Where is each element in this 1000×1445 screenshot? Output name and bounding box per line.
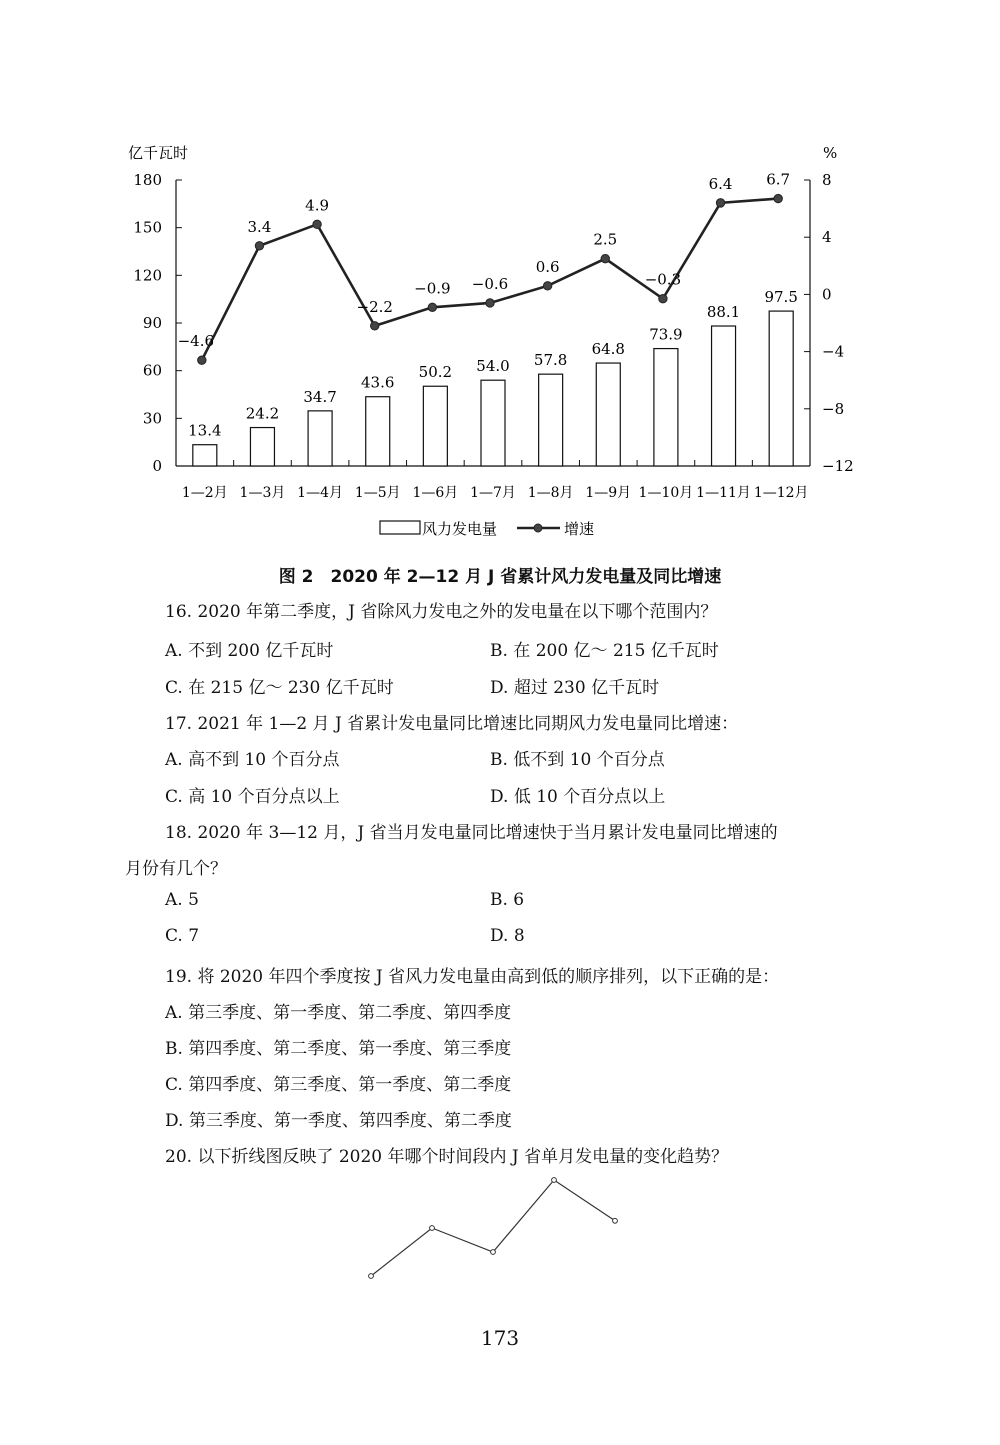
growth-value-label: 0.6 <box>535 257 560 276</box>
right-tick-label: 4 <box>822 228 832 247</box>
growth-value-label: −0.6 <box>471 274 509 293</box>
bar <box>423 386 447 466</box>
growth-point <box>543 282 551 290</box>
bar <box>596 363 620 466</box>
x-tick-label: 1—7月 <box>470 485 516 501</box>
growth-value-label: 4.9 <box>305 196 330 215</box>
left-tick-label: 60 <box>142 361 162 380</box>
growth-value-label: 6.4 <box>708 174 733 193</box>
legend-label-bar: 风力发电量 <box>422 520 498 538</box>
q17-option-d: D. 低 10 个百分点以上 <box>490 787 666 807</box>
bar <box>250 428 274 466</box>
growth-point <box>428 303 436 311</box>
growth-value-label: −4.6 <box>177 332 215 351</box>
growth-value-label: 2.5 <box>593 230 618 249</box>
q16-stem: 16. 2020 年第二季度，J 省除风力发电之外的发电量在以下哪个范围内？ <box>165 602 718 622</box>
x-tick-label: 1—12月 <box>753 485 809 501</box>
x-tick-label: 1—2月 <box>181 485 228 501</box>
q19-stem: 19. 将 2020 年四个季度按 J 省风力发电量由高到低的顺序排列，以下正确的是： <box>165 967 780 987</box>
q17-option-c: C. 高 10 个百分点以上 <box>165 787 340 807</box>
bar <box>481 380 505 466</box>
q20-stem: 20. 以下折线图反映了 2020 年哪个时间段内 J 省单月发电量的变化趋势？ <box>165 1147 729 1167</box>
bar <box>308 411 332 466</box>
q16-option-d: D. 超过 230 亿千瓦时 <box>490 678 660 698</box>
growth-value-label: 6.7 <box>766 170 791 189</box>
growth-point <box>659 294 667 302</box>
left-tick-label: 180 <box>133 171 162 189</box>
q17-stem: 17. 2021 年 1—2 月 J 省累计发电量同比增速比同期风力发电量同比增速： <box>165 714 739 734</box>
growth-point <box>198 356 206 364</box>
bar-value-label: 64.8 <box>591 340 625 359</box>
growth-point <box>255 242 263 250</box>
mini-point <box>430 1226 435 1231</box>
growth-value-label: −0.9 <box>414 279 451 298</box>
bar-value-label: 97.5 <box>764 288 798 307</box>
bar-value-label: 57.8 <box>533 351 568 370</box>
wind-power-chart <box>0 120 1000 560</box>
x-tick-label: 1—3月 <box>239 485 286 501</box>
legend-label-line: 增速 <box>564 520 595 538</box>
q17-option-a: A. 高不到 10 个百分点 <box>165 750 340 770</box>
chart-legend <box>380 520 594 538</box>
growth-value-label: −2.2 <box>356 297 393 316</box>
x-tick-label: 1—10月 <box>638 485 694 501</box>
legend-bar-swatch <box>380 521 420 534</box>
left-tick-label: 90 <box>142 314 162 332</box>
bar <box>539 374 563 466</box>
q20-mini-line-chart <box>350 1168 640 1283</box>
q19-option-a: A. 第三季度、第一季度、第二季度、第四季度 <box>165 1003 512 1023</box>
right-tick-label: −8 <box>822 399 845 418</box>
q17-option-b: B. 低不到 10 个百分点 <box>490 750 665 770</box>
bar <box>769 311 793 466</box>
right-tick-label: 8 <box>822 171 832 189</box>
x-tick-label: 1—8月 <box>527 485 574 501</box>
figure-caption: 图 2 2020 年 2—12 月 J 省累计风力发电量及同比增速 <box>278 567 722 587</box>
bar-value-label: 50.2 <box>418 363 453 382</box>
growth-value-label: 3.4 <box>247 217 272 236</box>
q16-option-a: A. 不到 200 亿千瓦时 <box>165 641 334 661</box>
page-number: 173 <box>480 1326 520 1350</box>
q18-option-b: B. 6 <box>490 890 525 910</box>
x-tick-label: 1—9月 <box>585 485 632 501</box>
q19-option-c: C. 第四季度、第三季度、第一季度、第二季度 <box>165 1075 512 1095</box>
mini-point <box>613 1218 618 1223</box>
bar-value-label: 24.2 <box>245 404 280 423</box>
bar-value-label: 43.6 <box>361 373 395 392</box>
q18-stem-line2: 月份有几个？ <box>125 859 227 879</box>
bar-value-label: 88.1 <box>706 303 741 322</box>
growth-point <box>486 299 494 307</box>
q18-option-d: D. 8 <box>490 926 525 946</box>
x-tick-label: 1—5月 <box>354 485 401 501</box>
x-tick-label: 1—11月 <box>696 485 751 501</box>
bar-value-label: 34.7 <box>303 387 337 406</box>
bar <box>654 349 678 466</box>
mini-line <box>371 1180 615 1276</box>
left-tick-label: 150 <box>133 218 162 237</box>
growth-point <box>716 199 724 207</box>
bar <box>366 397 390 466</box>
bar-value-label: 13.4 <box>188 421 222 440</box>
left-axis-unit: 亿千瓦时 <box>128 144 189 162</box>
mini-point <box>369 1274 374 1279</box>
right-tick-label: 0 <box>822 285 832 304</box>
q19-option-d: D. 第三季度、第一季度、第四季度、第二季度 <box>165 1111 512 1131</box>
mini-point <box>552 1178 557 1183</box>
q16-option-b: B. 在 200 亿～ 215 亿千瓦时 <box>490 641 719 661</box>
growth-point <box>774 194 782 202</box>
q18-option-c: C. 7 <box>165 926 200 946</box>
bar <box>193 445 217 466</box>
left-tick-label: 30 <box>142 409 162 428</box>
q18-option-a: A. 5 <box>165 890 199 910</box>
x-tick-label: 1—6月 <box>412 485 459 501</box>
growth-point <box>601 254 609 262</box>
growth-point <box>313 220 321 228</box>
x-tick-label: 1—4月 <box>297 485 344 501</box>
bar <box>712 326 736 466</box>
q16-option-c: C. 在 215 亿～ 230 亿千瓦时 <box>165 678 394 698</box>
bar-value-label: 73.9 <box>649 325 683 344</box>
left-tick-label: 120 <box>133 266 162 285</box>
right-tick-label: −4 <box>822 342 845 361</box>
growth-value-label: −0.3 <box>644 270 682 289</box>
mini-point <box>491 1250 496 1255</box>
q19-option-b: B. 第四季度、第二季度、第一季度、第三季度 <box>165 1039 512 1059</box>
growth-point <box>371 322 379 330</box>
bar-value-label: 54.0 <box>476 357 510 376</box>
legend-line-marker <box>534 524 542 532</box>
q18-stem-line1: 18. 2020 年 3—12 月，J 省当月发电量同比增速快于当月累计发电量同比增速的 <box>165 823 778 843</box>
right-axis-unit: % <box>823 144 838 162</box>
left-tick-label: 0 <box>152 457 162 475</box>
right-tick-label: −12 <box>822 457 854 475</box>
